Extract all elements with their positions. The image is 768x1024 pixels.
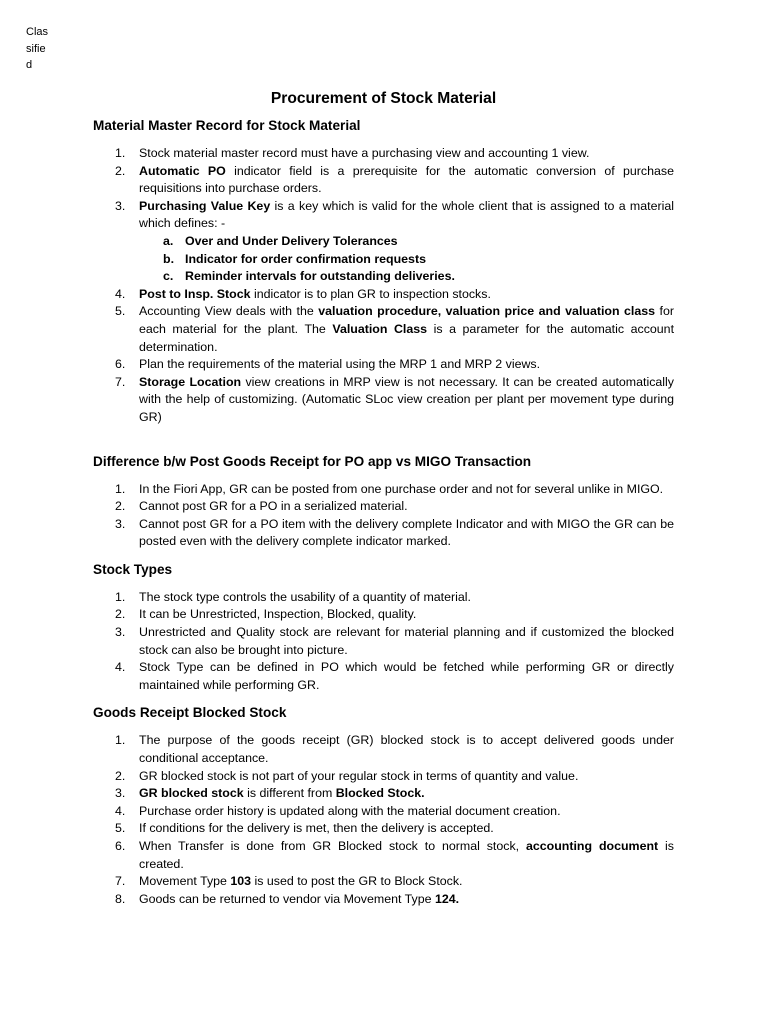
bold-text: 124. [434,891,460,906]
classification-label: Classified [26,26,49,71]
sub-item-letter: b. [163,251,175,266]
list-item [93,589,674,607]
bold-text: accounting document [525,839,659,853]
item-text: The purpose of the goods receipt (GR) blocked stock is to accept delivered goods under conditional acceptance. [139,733,674,766]
item-text: Plan the requirements of the material using the MRP 1 and MRP 2 views. [139,357,541,372]
section-heading: Stock Types [93,561,173,577]
item-number: 3. [115,625,126,640]
item-number: 2. [115,607,126,622]
item-number: 1. [115,146,126,160]
item-text: Accounting View deals with the [139,304,319,319]
item-text: GR blocked stock is not part of your regular stock in terms of quantity and value. [139,768,579,783]
list-item [93,803,674,821]
list-item [93,498,674,516]
item-text: is a key which is valid for the whole client that is assigned to a material which defines: - [139,198,674,231]
numbered-list [93,145,674,427]
sub-item-letter: c. [163,269,174,284]
item-text: In the Fiori App, GR can be posted from one purchase order and not for several unlike in MIGO. [139,481,664,496]
item-number: 1. [115,733,126,748]
item-number: 2. [115,163,126,178]
list-item [93,624,674,659]
item-text: for each material for the plant. The [139,304,674,336]
item-number: 4. [115,286,126,301]
item-number: 7. [115,374,126,389]
bold-text: Purchasing Value Key [139,198,271,213]
list-item [93,820,674,838]
section-material-master [93,116,674,427]
sub-list-item [139,251,674,269]
section-stock-types [93,560,674,695]
item-text: Movement Type [139,874,231,889]
item-number: 2. [115,499,126,514]
item-number: 5. [115,304,126,319]
list-item [93,659,674,694]
bold-text: Storage Location [139,374,242,389]
page-title: Procurement of Stock Material [270,90,497,107]
item-text: If conditions for the delivery is met, then the delivery is accepted. [139,821,494,836]
item-text: When Transfer is done from GR Blocked stock to normal stock, [139,839,526,853]
sub-item-letter: a. [163,233,174,248]
item-text: indicator is to plan GR to inspection stocks. [250,286,491,301]
list-item [93,768,674,786]
list-item [93,606,674,624]
list-item [93,303,674,356]
item-text: The stock type controls the usability of a quantity of material. [139,589,471,604]
bold-text: valuation procedure, valuation price and valuation class [318,304,656,319]
list-item [93,356,674,374]
item-number: 2. [115,768,126,783]
sub-list [139,233,674,286]
list-item [93,873,674,891]
item-text: Cannot post GR for a PO in a serialized material. [139,499,408,514]
item-text: view creations in MRP view is not necessary. It can be created automatically with the help of customizing. (Automatic SLoc view creation per plant per movement type during GR) [139,374,675,424]
item-text: Stock material master record must have a purchasing view and accounting 1 view. [139,146,590,160]
bold-text: Automatic PO [139,163,226,178]
item-text: is a parameter for the automatic account determination. [139,321,675,354]
section-heading: Difference b/w Post Goods Receipt for PO app vs MIGO Transaction [93,453,532,469]
section-heading: Goods Receipt Blocked Stock [93,705,287,721]
item-number: 7. [115,874,126,889]
item-text: Goods can be returned to vendor via Movement Type [139,891,435,906]
section-gr-blocked-stock [93,703,674,908]
item-number: 1. [115,481,126,496]
document-body [93,88,674,908]
list-item [93,785,674,803]
numbered-list [93,589,674,695]
sub-list-item [139,268,674,286]
bold-text: Post to Insp. Stock [139,286,251,301]
item-text: is used to post the GR to Block Stock. [251,874,463,889]
item-text: is different from [243,786,336,801]
section-heading: Material Master Record for Stock Material [93,118,361,133]
item-number: 6. [115,357,126,372]
item-number: 1. [115,589,126,604]
list-item [93,481,674,499]
sub-item-text: Over and Under Delivery Tolerances [185,233,398,248]
item-number: 3. [115,516,126,531]
list-item [93,732,674,767]
item-text: Unrestricted and Quality stock are relevant for material planning and if customized the blocked stock can also be brought into picture. [139,625,674,657]
item-number: 5. [115,821,126,836]
list-item [93,838,674,873]
item-text: Stock Type can be defined in PO which would be fetched while performing GR or directly maintained while performing GR. [139,660,674,692]
list-item [93,198,674,286]
list-item [93,374,674,427]
item-number: 4. [115,660,126,675]
item-text: Purchase order history is updated along with the material document creation. [139,803,561,818]
bold-text: Valuation Class [332,321,428,336]
sub-item-text: Reminder intervals for outstanding deliveries. [185,269,455,284]
numbered-list [93,481,674,551]
list-item [93,286,674,304]
item-text: It can be Unrestricted, Inspection, Blocked, quality. [139,607,417,622]
section-goods-receipt-vs-migo [93,452,674,551]
item-number: 3. [115,198,126,213]
item-number: 6. [115,839,126,853]
sub-list-item [139,233,674,251]
list-item [93,516,674,551]
item-text: Cannot post GR for a PO item with the delivery complete Indicator and with MIGO the GR can be posted even with the delivery complete indicator marked. [139,516,674,549]
bold-text: Blocked Stock. [335,786,425,801]
item-number: 3. [115,786,126,801]
sub-item-text: Indicator for order confirmation requests [185,251,426,266]
item-text: is created. [139,839,674,871]
numbered-list [93,732,674,908]
item-number: 8. [115,891,126,906]
item-text: indicator field is a prerequisite for the automatic conversion of purchase requisitions into purchase orders. [139,163,674,196]
list-item [93,891,674,909]
bold-text: 103 [230,874,252,889]
item-number: 4. [115,803,126,818]
list-item [93,163,674,198]
bold-text: GR blocked stock [139,786,244,801]
list-item [93,145,674,163]
